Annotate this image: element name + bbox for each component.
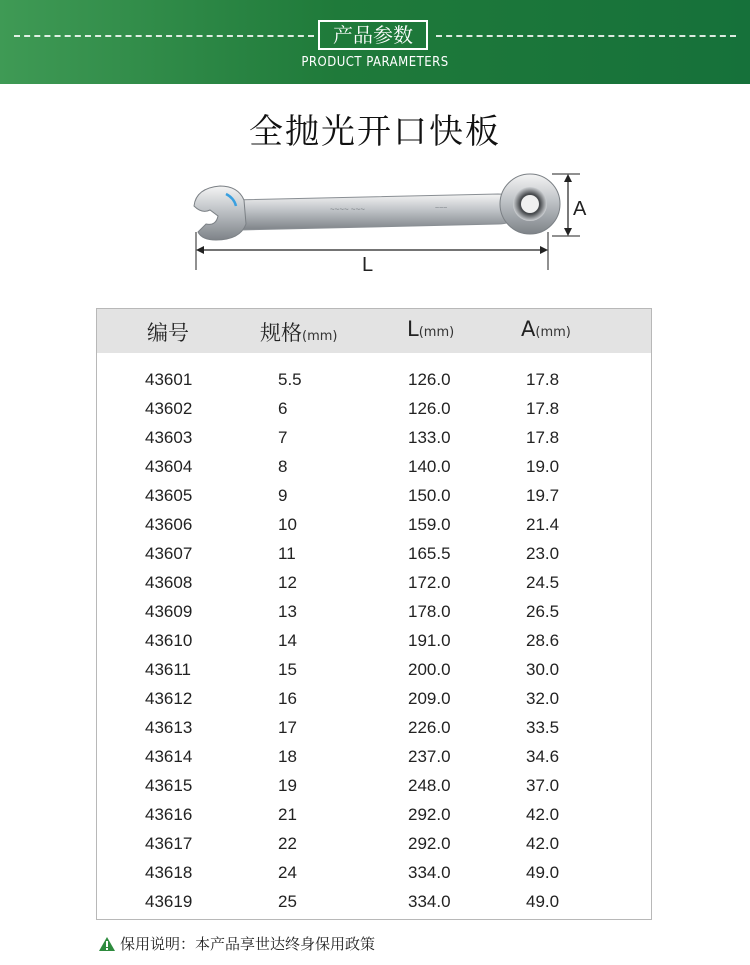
cell-length: 150.0: [408, 486, 451, 505]
cell-code: 43607: [145, 544, 193, 563]
cell-code: 43611: [145, 660, 192, 679]
table-row: [97, 771, 651, 800]
cell-code: 43612: [145, 689, 193, 708]
cell-height: 17.8: [526, 370, 560, 389]
cell-height: 42.0: [526, 805, 560, 824]
cell-code: 43615: [145, 776, 193, 795]
cell-height: 37.0: [526, 776, 560, 795]
warranty-note: [98, 933, 375, 954]
cell-height: 17.8: [526, 399, 560, 418]
cell-spec: 11: [278, 544, 296, 563]
cell-spec: 15: [278, 660, 297, 679]
header-height-unit: (mm): [535, 325, 571, 340]
cell-code: 43609: [145, 602, 193, 621]
cell-code: 43608: [145, 573, 193, 592]
cell-height: 21.4: [526, 515, 560, 534]
cell-height: 49.0: [526, 892, 560, 911]
cell-spec: 7: [278, 428, 288, 447]
table-row: [97, 887, 651, 916]
cell-spec: 6: [278, 399, 288, 418]
cell-spec: 22: [278, 834, 297, 853]
cell-spec: 9: [278, 486, 288, 505]
cell-code: 43616: [145, 805, 193, 824]
table-row: [97, 539, 651, 568]
cell-height: 32.0: [526, 689, 560, 708]
cell-spec: 16: [278, 689, 297, 708]
cell-height: 17.8: [526, 428, 560, 447]
cell-height: 26.5: [526, 602, 560, 621]
table-row: [97, 452, 651, 481]
table-row: [97, 829, 651, 858]
table-header: [97, 309, 651, 353]
cell-length: 140.0: [408, 457, 451, 476]
cell-code: 43619: [145, 892, 193, 911]
table-row: [97, 626, 651, 655]
cell-spec: 25: [278, 892, 297, 911]
cell-spec: 8: [278, 457, 288, 476]
cell-length: 191.0: [408, 631, 451, 650]
cell-length: 292.0: [408, 805, 451, 824]
cell-length: 248.0: [408, 776, 451, 795]
cell-length: 178.0: [408, 602, 451, 621]
svg-text:~~~~ ~~~: ~~~~ ~~~: [330, 205, 365, 214]
cell-spec: 13: [278, 602, 297, 621]
cell-code: 43601: [145, 370, 193, 389]
cell-length: 200.0: [408, 660, 451, 679]
cell-length: 292.0: [408, 834, 451, 853]
cell-length: 334.0: [408, 892, 451, 911]
cell-spec: 14: [278, 631, 297, 650]
cell-spec: 17: [278, 718, 297, 737]
table-row: [97, 655, 651, 684]
cell-length: 126.0: [408, 399, 451, 418]
length-dimension-label: L: [362, 254, 374, 276]
cell-length: 159.0: [408, 515, 451, 534]
cell-height: 49.0: [526, 863, 560, 882]
banner-divider-right: [436, 35, 736, 37]
table-row: [97, 481, 651, 510]
cell-length: 226.0: [408, 718, 451, 737]
cell-spec: 10: [278, 515, 297, 534]
table-row: [97, 597, 651, 626]
table-row: [97, 713, 651, 742]
header-spec-unit: (mm): [302, 329, 338, 344]
table-row: [97, 365, 651, 394]
cell-height: 19.7: [526, 486, 560, 505]
cell-code: 43603: [145, 428, 193, 447]
header-length-unit: (mm): [418, 325, 455, 340]
cell-code: 43610: [145, 631, 193, 650]
height-dimension-label: A: [573, 198, 587, 220]
cell-code: 43606: [145, 515, 193, 534]
product-title: 全抛光开口快板: [249, 112, 501, 152]
table-row: [97, 742, 651, 771]
table-row: [97, 568, 651, 597]
header-length: L(mm): [407, 317, 455, 341]
cell-code: 43602: [145, 399, 193, 418]
cell-length: 126.0: [408, 370, 451, 389]
cell-height: 23.0: [526, 544, 560, 563]
svg-text:~~~: ~~~: [435, 205, 448, 212]
table-row: [97, 510, 651, 539]
warning-icon: [98, 936, 116, 952]
cell-spec: 21: [278, 805, 297, 824]
cell-code: 43614: [145, 747, 193, 766]
banner-subtitle: PRODUCT PARAMETERS: [301, 55, 449, 70]
cell-spec: 19: [278, 776, 297, 795]
header-banner: [0, 0, 750, 84]
cell-length: 172.0: [408, 573, 451, 592]
cell-height: 24.5: [526, 573, 560, 592]
cell-height: 42.0: [526, 834, 560, 853]
table-row: [97, 858, 651, 887]
banner-divider-left: [14, 35, 314, 37]
cell-height: 30.0: [526, 660, 560, 679]
cell-length: 237.0: [408, 747, 451, 766]
cell-length: 165.5: [408, 544, 451, 563]
cell-height: 28.6: [526, 631, 560, 650]
cell-code: 43604: [145, 457, 193, 476]
cell-spec: 5.5: [278, 370, 302, 389]
cell-spec: 12: [278, 573, 297, 592]
cell-spec: 18: [278, 747, 297, 766]
ratchet-wrench-image: [180, 166, 600, 282]
cell-length: 209.0: [408, 689, 451, 708]
cell-length: 334.0: [408, 863, 451, 882]
table-row: [97, 394, 651, 423]
cell-height: 34.6: [526, 747, 560, 766]
cell-code: 43605: [145, 486, 193, 505]
cell-code: 43613: [145, 718, 193, 737]
cell-length: 133.0: [408, 428, 451, 447]
header-height: A(mm): [521, 317, 571, 341]
warranty-text: 保用说明：本产品享世达终身保用政策: [120, 935, 376, 953]
cell-code: 43618: [145, 863, 193, 882]
cell-height: 33.5: [526, 718, 560, 737]
cell-spec: 24: [278, 863, 297, 882]
wrench-diagram: [180, 166, 600, 282]
cell-height: 19.0: [526, 457, 560, 476]
parameters-table: [96, 308, 652, 920]
table-row: [97, 684, 651, 713]
banner-title: 产品参数: [318, 20, 428, 50]
table-row: [97, 800, 651, 829]
cell-code: 43617: [145, 834, 193, 853]
header-spec: 规格(mm): [260, 321, 338, 345]
table-row: [97, 423, 651, 452]
header-code: 编号: [147, 321, 189, 345]
